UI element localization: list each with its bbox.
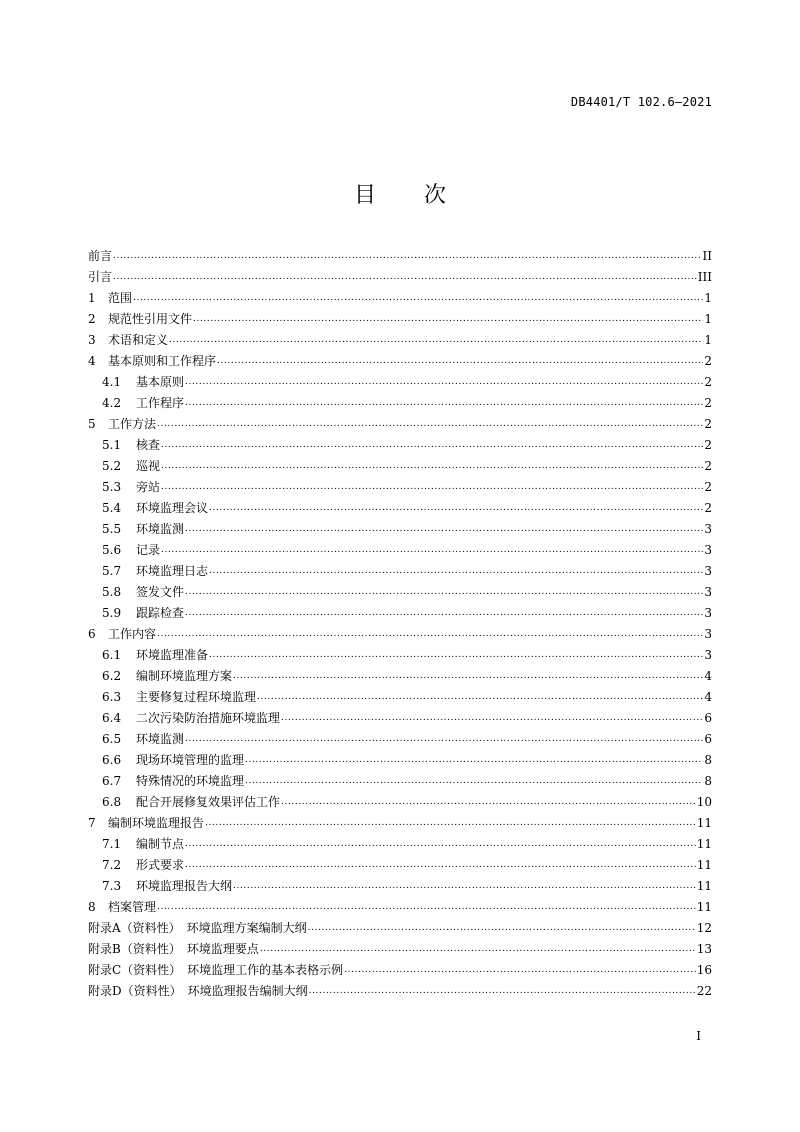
toc-entry-number: 7.2 (102, 858, 122, 872)
toc-entry-page: 22 (696, 984, 712, 998)
toc-entry-text: 工作程序 (136, 396, 185, 410)
toc-entry-text: 主要修复过程环境监理 (136, 690, 257, 704)
toc-entry-text: 档案管理 (108, 900, 157, 914)
toc-leader-dots (217, 351, 703, 372)
toc-entry-number: 5.5 (102, 522, 122, 536)
toc-entry-number: 6.4 (102, 711, 122, 725)
toc-entry-number: 4 (88, 354, 96, 368)
toc-entry[interactable] (88, 897, 712, 918)
toc-entry-number: 1 (88, 291, 96, 305)
toc-entry-page: 11 (696, 837, 712, 851)
toc-entry[interactable] (88, 645, 712, 666)
toc-entry-page: 2 (704, 396, 712, 410)
toc-leader-dots (185, 372, 703, 393)
toc-entry[interactable] (88, 687, 712, 708)
toc-entry[interactable] (88, 918, 712, 939)
toc-entry-text: 核查 (136, 438, 161, 452)
toc-entry-text: 前言 (88, 249, 113, 263)
toc-leader-dots (308, 918, 696, 939)
toc-entry-page: 3 (704, 543, 712, 557)
toc-entry-text: 工作方法 (108, 417, 157, 431)
toc-entry-number: 5 (88, 417, 96, 431)
toc-leader-dots (344, 960, 696, 981)
toc-entry[interactable] (88, 603, 712, 624)
toc-entry-page: 2 (704, 459, 712, 473)
toc-entry-page: 1 (704, 312, 712, 326)
toc-entry[interactable] (88, 624, 712, 645)
toc-leader-dots (133, 288, 703, 309)
toc-leader-dots (205, 813, 696, 834)
toc-entry[interactable] (88, 519, 712, 540)
toc-leader-dots (209, 498, 703, 519)
toc-entry[interactable] (88, 561, 712, 582)
toc-leader-dots (281, 708, 703, 729)
toc-leader-dots (161, 477, 703, 498)
toc-entry[interactable] (88, 729, 712, 750)
toc-entry[interactable] (88, 456, 712, 477)
toc-entry-page: 11 (696, 816, 712, 830)
toc-entry[interactable] (88, 372, 712, 393)
toc-leader-dots (309, 981, 696, 1002)
toc-entry[interactable] (88, 582, 712, 603)
page-number: I (696, 1029, 701, 1043)
toc-entry-number: 7.1 (102, 837, 122, 851)
toc-entry[interactable] (88, 792, 712, 813)
toc-entry-number: 8 (88, 900, 96, 914)
toc-entry-text: 编制节点 (136, 837, 185, 851)
toc-entry-page: 1 (704, 291, 712, 305)
toc-entry-page: 2 (704, 501, 712, 515)
toc-entry-page: 11 (696, 879, 712, 893)
toc-entry-number: 4.1 (102, 375, 122, 389)
toc-entry-page: 10 (696, 795, 712, 809)
toc-entry-text: 现场环境管理的监理 (136, 753, 245, 767)
toc-entry-number: 6.3 (102, 690, 122, 704)
toc-entry-page: 16 (696, 963, 712, 977)
toc-entry-page: 2 (704, 480, 712, 494)
toc-entry-text: 基本原则和工作程序 (108, 354, 217, 368)
toc-entry[interactable] (88, 309, 712, 330)
toc-title-part2: 次 (424, 183, 447, 208)
toc-entry[interactable] (88, 771, 712, 792)
toc-entry[interactable] (88, 414, 712, 435)
toc-entry[interactable] (88, 540, 712, 561)
toc-entry[interactable] (88, 939, 712, 960)
toc-entry-text: 附录C（资料性） 环境监理工作的基本表格示例 (88, 963, 344, 977)
toc-title (0, 178, 800, 209)
toc-entry[interactable] (88, 666, 712, 687)
toc-title-part1: 目 (353, 183, 376, 208)
toc-entry-text: 记录 (136, 543, 161, 557)
toc-entry-page: 13 (696, 942, 712, 956)
toc-leader-dots (185, 393, 703, 414)
toc-entry-number: 3 (88, 333, 96, 347)
toc-entry-text: 范围 (108, 291, 133, 305)
toc-entry-text: 巡视 (136, 459, 161, 473)
toc-entry-number: 5.6 (102, 543, 122, 557)
toc-leader-dots (281, 792, 696, 813)
toc-entry-page: 6 (704, 711, 712, 725)
toc-leader-dots (169, 330, 703, 351)
toc-entry-page: II (702, 249, 712, 263)
toc-entry-page: 2 (704, 417, 712, 431)
toc-leader-dots (245, 771, 703, 792)
toc-entry-page: 2 (704, 354, 712, 368)
toc-entry-page: 12 (696, 921, 712, 935)
toc-leader-dots (260, 939, 696, 960)
toc-leader-dots (113, 246, 702, 267)
toc-leader-dots (113, 267, 697, 288)
toc-leader-dots (157, 414, 703, 435)
toc-entry-page: 4 (704, 690, 712, 704)
toc-entry-number: 6 (88, 627, 96, 641)
toc-entry-number: 5.3 (102, 480, 122, 494)
toc-entry[interactable] (88, 246, 712, 267)
toc-entry-text: 旁站 (136, 480, 161, 494)
toc-entry-text: 环境监理日志 (136, 564, 209, 578)
toc-entry-text: 基本原则 (136, 375, 185, 389)
toc-leader-dots (157, 897, 696, 918)
toc-leader-dots (209, 561, 703, 582)
toc-entry-text: 环境监理准备 (136, 648, 209, 662)
toc-leader-dots (233, 666, 703, 687)
toc-entry-number: 6.8 (102, 795, 122, 809)
toc-entry-number: 5.4 (102, 501, 122, 515)
toc-entry[interactable] (88, 855, 712, 876)
toc-entry-page: III (697, 270, 712, 284)
toc-leader-dots (257, 687, 703, 708)
toc-entry-number: 5.2 (102, 459, 122, 473)
toc-entry-number: 7 (88, 816, 96, 830)
toc-entry-page: 3 (704, 585, 712, 599)
toc-entry-text: 环境监测 (136, 522, 185, 536)
toc-entry-text: 工作内容 (108, 627, 157, 641)
toc-entry-text: 二次污染防治措施环境监理 (136, 711, 281, 725)
toc-entry-page: 11 (696, 900, 712, 914)
toc-leader-dots (245, 750, 703, 771)
toc-entry-page: 8 (704, 774, 712, 788)
toc-entry-number: 5.7 (102, 564, 122, 578)
toc-entry[interactable] (88, 435, 712, 456)
toc-entry-text: 引言 (88, 270, 113, 284)
toc-entry-number: 5.8 (102, 585, 122, 599)
toc-entry[interactable] (88, 267, 712, 288)
toc-entry-text: 环境监测 (136, 732, 185, 746)
toc-entry-page: 11 (696, 858, 712, 872)
toc-entry-text: 环境监理会议 (136, 501, 209, 515)
toc-entry-page: 3 (704, 522, 712, 536)
toc-entry[interactable] (88, 351, 712, 372)
toc-entry-page: 6 (704, 732, 712, 746)
toc-entry-text: 特殊情况的环境监理 (136, 774, 245, 788)
toc-entry[interactable] (88, 477, 712, 498)
toc-entry-number: 6.2 (102, 669, 122, 683)
toc-entry-page: 3 (704, 606, 712, 620)
toc-entry-text: 签发文件 (136, 585, 185, 599)
toc-entry[interactable] (88, 834, 712, 855)
toc-entry-page: 3 (704, 648, 712, 662)
toc-entry-text: 规范性引用文件 (108, 312, 193, 326)
toc-entry-text: 附录B（资料性） 环境监理要点 (88, 942, 259, 956)
toc-leader-dots (233, 876, 696, 897)
toc-leader-dots (185, 834, 696, 855)
toc-entry[interactable] (88, 813, 712, 834)
toc-leader-dots (185, 582, 703, 603)
toc-entry-number: 2 (88, 312, 96, 326)
toc-leader-dots (161, 540, 703, 561)
document-code: DB4401/T 102.6—2021 (570, 95, 712, 109)
toc-entry-text: 跟踪检查 (136, 606, 185, 620)
toc-entry-page: 2 (704, 438, 712, 452)
toc-entry-number: 6.5 (102, 732, 122, 746)
toc-entry-page: 3 (704, 564, 712, 578)
toc-leader-dots (157, 624, 703, 645)
toc-entry-text: 配合开展修复效果评估工作 (136, 795, 281, 809)
toc-entry-number: 4.2 (102, 396, 122, 410)
toc-leader-dots (161, 456, 703, 477)
toc-entry-text: 形式要求 (136, 858, 185, 872)
toc-entry-page: 2 (704, 375, 712, 389)
toc-entry-number: 7.3 (102, 879, 122, 893)
toc-entry-text: 编制环境监理报告 (108, 816, 205, 830)
toc-leader-dots (193, 309, 703, 330)
toc-entry-number: 5.1 (102, 438, 122, 452)
toc-leader-dots (209, 645, 703, 666)
toc-entry-number: 6.6 (102, 753, 122, 767)
toc-entry-text: 术语和定义 (108, 333, 169, 347)
toc-leader-dots (185, 519, 703, 540)
toc-entry-page: 1 (704, 333, 712, 347)
toc-entry-number: 5.9 (102, 606, 122, 620)
toc-entry-text: 附录A（资料性） 环境监理方案编制大纲 (88, 921, 307, 935)
toc-entry-number: 6.1 (102, 648, 122, 662)
toc-list (88, 246, 712, 1002)
toc-entry[interactable] (88, 498, 712, 519)
toc-entry[interactable] (88, 750, 712, 771)
toc-leader-dots (185, 855, 696, 876)
toc-entry[interactable] (88, 288, 712, 309)
toc-entry[interactable] (88, 708, 712, 729)
toc-entry[interactable] (88, 960, 712, 981)
toc-entry-page: 4 (704, 669, 712, 683)
toc-entry[interactable] (88, 876, 712, 897)
toc-entry[interactable] (88, 981, 712, 1002)
toc-entry-page: 8 (704, 753, 712, 767)
toc-entry-text: 环境监理报告大纲 (136, 879, 233, 893)
toc-entry-number: 6.7 (102, 774, 122, 788)
toc-entry[interactable] (88, 393, 712, 414)
toc-leader-dots (185, 729, 703, 750)
toc-entry-text: 附录D（资料性） 环境监理报告编制大纲 (88, 984, 308, 998)
toc-leader-dots (161, 435, 703, 456)
toc-entry[interactable] (88, 330, 712, 351)
toc-entry-page: 3 (704, 627, 712, 641)
toc-entry-text: 编制环境监理方案 (136, 669, 233, 683)
toc-leader-dots (185, 603, 703, 624)
